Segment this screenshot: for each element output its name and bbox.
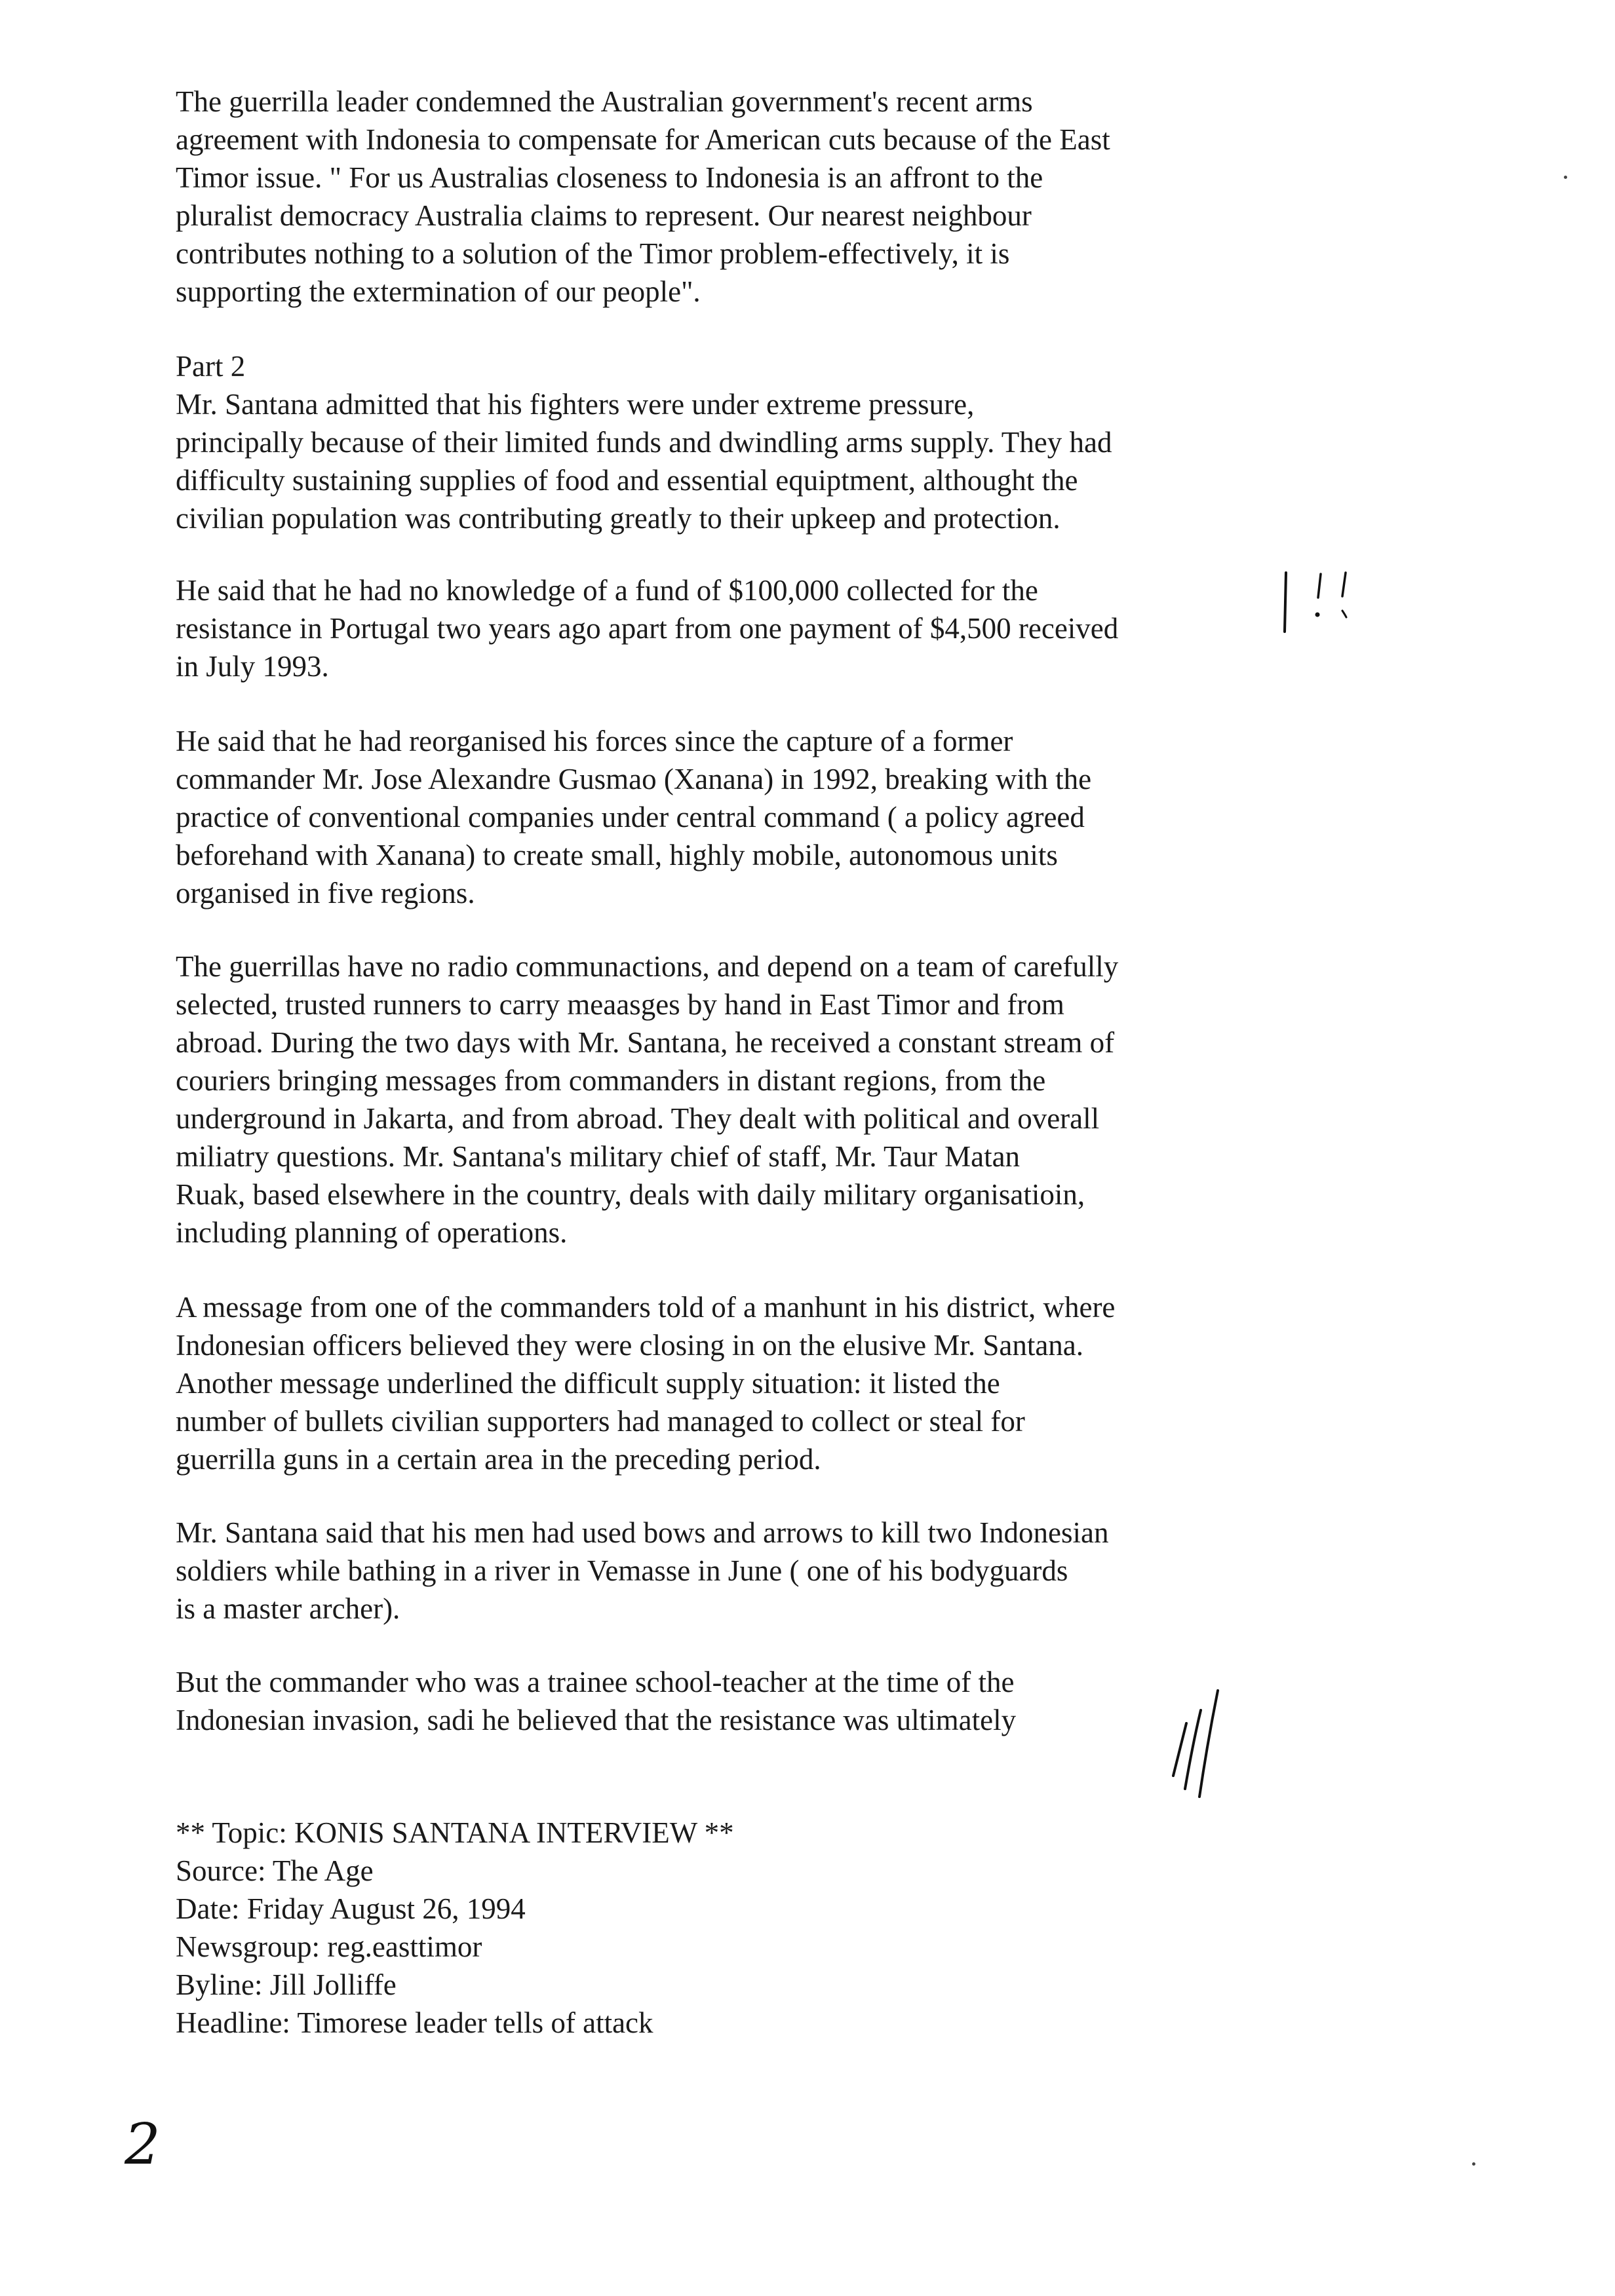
text-line: He said that he had no knowledge of a fund of $100,000 collected for the <box>176 574 1038 607</box>
fund-paragraph <box>176 571 1303 685</box>
text-line: agreement with Indonesia to compensate for American cuts because of the East <box>176 123 1110 156</box>
topic-line: ** Topic: KONIS SANTANA INTERVIEW ** <box>176 1816 734 1849</box>
text-line: civilian population was contributing greatly to their upkeep and protection. <box>176 502 1060 535</box>
archery-paragraph <box>176 1514 1303 1628</box>
text-line: contributes nothing to a solution of the Timor problem-effectively, it is <box>176 237 1010 270</box>
scan-speck <box>1564 176 1567 179</box>
text-line: A message from one of the commanders told of a manhunt in his district, where <box>176 1291 1116 1324</box>
text-line: Indonesian invasion, sadi he believed that the resistance was ultimately <box>176 1704 1017 1736</box>
source-line: Source: The Age <box>176 1854 374 1887</box>
closing-paragraph <box>176 1663 1303 1739</box>
text-line: in July 1993. <box>176 650 329 683</box>
text-line: is a master archer). <box>176 1592 400 1625</box>
text-line: difficulty sustaining supplies of food and essential equiptment, althought the <box>176 464 1078 497</box>
text-line: organised in five regions. <box>176 877 475 909</box>
margin-bracket-mark <box>1272 567 1383 640</box>
newsgroup-line: Newsgroup: reg.easttimor <box>176 1930 482 1963</box>
intro-paragraph <box>176 83 1303 311</box>
article-metadata <box>176 1814 1303 2042</box>
text-line: miliatry questions. Mr. Santana's military chief of staff, Mr. Taur Matan <box>176 1140 1021 1173</box>
text-line: He said that he had reorganised his forces since the capture of a former <box>176 725 1013 757</box>
scan-speck <box>1472 2162 1475 2166</box>
text-line: selected, trusted runners to carry meaasges by hand in East Timor and from <box>176 988 1064 1021</box>
handwritten-page-number: 2 <box>125 2112 161 2177</box>
text-line: including planning of operations. <box>176 1216 568 1249</box>
text-line: supporting the extermination of our people". <box>176 275 701 308</box>
handwritten-slash-marks <box>1160 1677 1239 1802</box>
text-line: practice of conventional companies under central command ( a policy agreed <box>176 801 1085 833</box>
part-heading: Part 2 <box>176 350 246 383</box>
headline-line: Headline: Timorese leader tells of attack <box>176 2006 653 2039</box>
text-line: Ruak, based elsewhere in the country, deals with daily military organisatioin, <box>176 1178 1085 1211</box>
text-line: Mr. Santana admitted that his fighters were under extreme pressure, <box>176 388 975 421</box>
text-line: Indonesian officers believed they were closing in on the elusive Mr. Santana. <box>176 1329 1084 1362</box>
communications-paragraph <box>176 947 1303 1252</box>
text-line: couriers bringing messages from commanders in distant regions, from the <box>176 1064 1046 1097</box>
text-line: guerrilla guns in a certain area in the preceding period. <box>176 1443 821 1476</box>
part-2-section <box>176 347 1303 537</box>
text-line: commander Mr. Jose Alexandre Gusmao (Xanana) in 1992, breaking with the <box>176 763 1092 795</box>
text-line: The guerrillas have no radio communactions, and depend on a team of carefully <box>176 950 1119 983</box>
reorganisation-paragraph <box>176 722 1303 912</box>
text-line: principally because of their limited funds and dwindling arms supply. They had <box>176 426 1112 459</box>
text-line: But the commander who was a trainee school-teacher at the time of the <box>176 1666 1015 1698</box>
text-line: The guerrilla leader condemned the Australian government's recent arms <box>176 85 1033 118</box>
byline-line: Byline: Jill Jolliffe <box>176 1968 397 2001</box>
text-line: underground in Jakarta, and from abroad. They dealt with political and overall <box>176 1102 1100 1135</box>
text-line: Mr. Santana said that his men had used bows and arrows to kill two Indonesian <box>176 1516 1109 1549</box>
text-line: pluralist democracy Australia claims to represent. Our nearest neighbour <box>176 199 1032 232</box>
text-line: soldiers while bathing in a river in Vemasse in June ( one of his bodyguards <box>176 1554 1068 1587</box>
date-line: Date: Friday August 26, 1994 <box>176 1892 526 1925</box>
text-line: number of bullets civilian supporters had managed to collect or steal for <box>176 1405 1025 1438</box>
text-line: Timor issue. " For us Australias closeness to Indonesia is an affront to the <box>176 161 1043 194</box>
text-line: beforehand with Xanana) to create small, highly mobile, autonomous units <box>176 839 1058 871</box>
manhunt-paragraph <box>176 1288 1303 1478</box>
text-line: resistance in Portugal two years ago apart from one payment of $4,500 received <box>176 612 1119 645</box>
text-line: Another message underlined the difficult supply situation: it listed the <box>176 1367 1000 1400</box>
text-line: abroad. During the two days with Mr. Santana, he received a constant stream of <box>176 1026 1115 1059</box>
